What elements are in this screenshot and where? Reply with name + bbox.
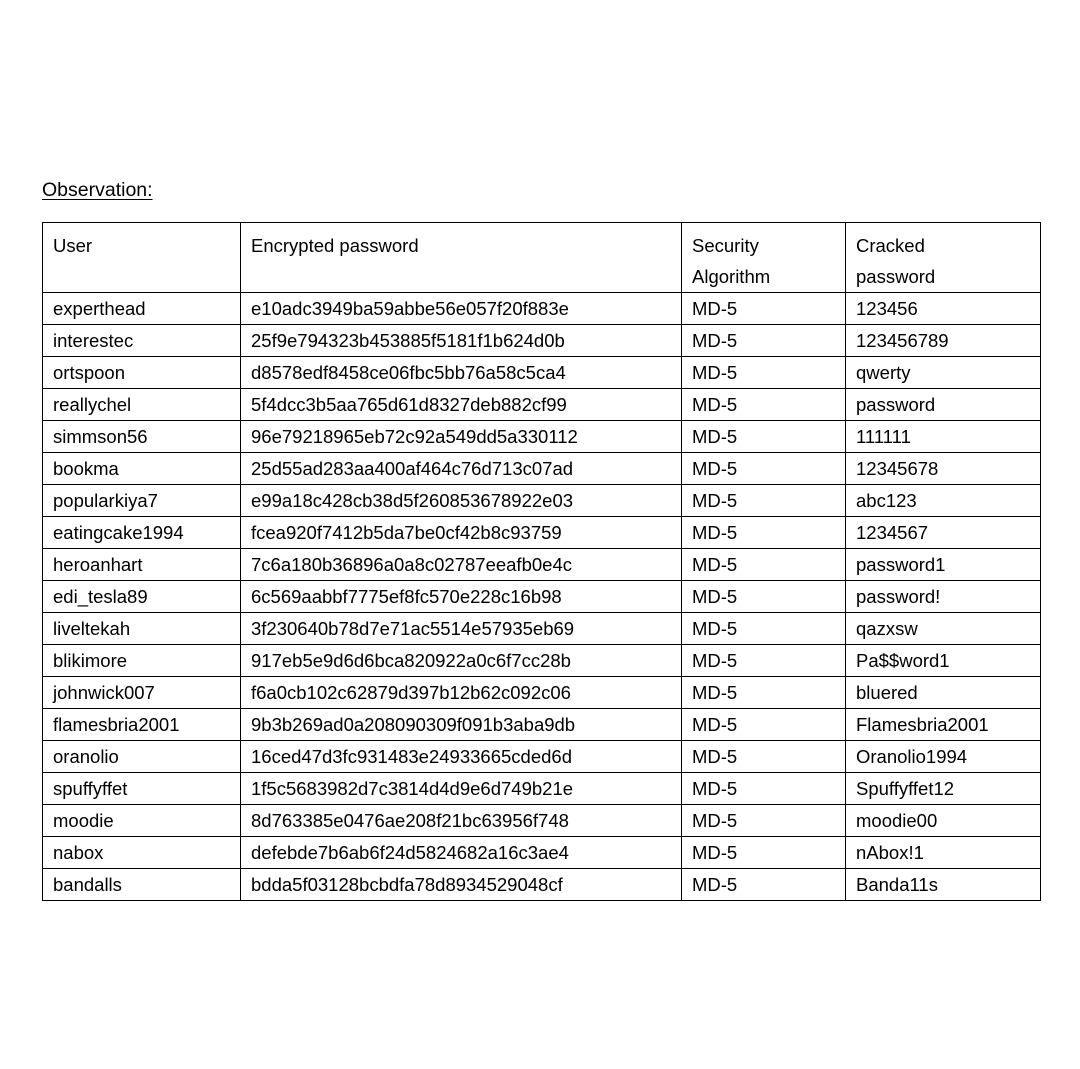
cell-alg: MD-5 <box>682 453 846 485</box>
column-header-line: Security <box>692 235 759 256</box>
table-row <box>43 613 1041 645</box>
cell-cracked: moodie00 <box>846 805 1041 837</box>
cell-alg: MD-5 <box>682 773 846 805</box>
cell-user: nabox <box>43 837 241 869</box>
cell-alg: MD-5 <box>682 485 846 517</box>
cell-cracked: Oranolio1994 <box>846 741 1041 773</box>
cell-hash: 16ced47d3fc931483e24933665cded6d <box>241 741 682 773</box>
column-header-line: Encrypted password <box>251 235 419 256</box>
column-header-hash <box>241 223 682 293</box>
cell-alg: MD-5 <box>682 613 846 645</box>
cell-cracked: bluered <box>846 677 1041 709</box>
cell-cracked: qwerty <box>846 357 1041 389</box>
cell-hash: bdda5f03128bcbdfa78d8934529048cf <box>241 869 682 901</box>
table-row <box>43 869 1041 901</box>
table-row <box>43 293 1041 325</box>
cell-cracked: 111111 <box>846 421 1041 453</box>
cell-cracked: abc123 <box>846 485 1041 517</box>
cell-alg: MD-5 <box>682 709 846 741</box>
cell-user: johnwick007 <box>43 677 241 709</box>
cell-user: blikimore <box>43 645 241 677</box>
cell-user: bookma <box>43 453 241 485</box>
cell-user: liveltekah <box>43 613 241 645</box>
table-row <box>43 549 1041 581</box>
table-row <box>43 421 1041 453</box>
table-row <box>43 325 1041 357</box>
table-row <box>43 677 1041 709</box>
table-body <box>43 293 1041 901</box>
cell-alg: MD-5 <box>682 645 846 677</box>
cell-alg: MD-5 <box>682 677 846 709</box>
cell-hash: f6a0cb102c62879d397b12b62c092c06 <box>241 677 682 709</box>
cell-user: eatingcake1994 <box>43 517 241 549</box>
cell-cracked: 123456789 <box>846 325 1041 357</box>
table-row <box>43 741 1041 773</box>
cell-cracked: Pa$$word1 <box>846 645 1041 677</box>
cell-hash: defebde7b6ab6f24d5824682a16c3ae4 <box>241 837 682 869</box>
cell-user: popularkiya7 <box>43 485 241 517</box>
cell-hash: e10adc3949ba59abbe56e057f20f883e <box>241 293 682 325</box>
cell-hash: fcea920f7412b5da7be0cf42b8c93759 <box>241 517 682 549</box>
cell-hash: 7c6a180b36896a0a8c02787eeafb0e4c <box>241 549 682 581</box>
cell-user: ortspoon <box>43 357 241 389</box>
cell-user: heroanhart <box>43 549 241 581</box>
cell-user: simmson56 <box>43 421 241 453</box>
table-row <box>43 645 1041 677</box>
cell-hash: 25f9e794323b453885f5181f1b624d0b <box>241 325 682 357</box>
cell-hash: e99a18c428cb38d5f260853678922e03 <box>241 485 682 517</box>
cell-hash: 6c569aabbf7775ef8fc570e228c16b98 <box>241 581 682 613</box>
cell-user: moodie <box>43 805 241 837</box>
cell-cracked: Flamesbria2001 <box>846 709 1041 741</box>
cell-hash: 9b3b269ad0a208090309f091b3aba9db <box>241 709 682 741</box>
cell-cracked: Spuffyffet12 <box>846 773 1041 805</box>
cell-user: edi_tesla89 <box>43 581 241 613</box>
cell-hash: 3f230640b78d7e71ac5514e57935eb69 <box>241 613 682 645</box>
table-row <box>43 389 1041 421</box>
cracked-passwords-table <box>42 222 1041 901</box>
cell-alg: MD-5 <box>682 389 846 421</box>
column-header-line: Cracked <box>856 235 925 256</box>
cell-cracked: 123456 <box>846 293 1041 325</box>
cell-cracked: Banda11s <box>846 869 1041 901</box>
table-row <box>43 581 1041 613</box>
table-row <box>43 837 1041 869</box>
table-row <box>43 485 1041 517</box>
cell-alg: MD-5 <box>682 741 846 773</box>
cell-hash: d8578edf8458ce06fbc5bb76a58c5ca4 <box>241 357 682 389</box>
cell-alg: MD-5 <box>682 837 846 869</box>
cell-user: bandalls <box>43 869 241 901</box>
cell-alg: MD-5 <box>682 581 846 613</box>
cell-hash: 8d763385e0476ae208f21bc63956f748 <box>241 805 682 837</box>
table-row <box>43 357 1041 389</box>
table-row <box>43 709 1041 741</box>
table-header <box>43 223 1041 293</box>
cell-alg: MD-5 <box>682 325 846 357</box>
column-header-line: Algorithm <box>692 266 771 287</box>
table-row <box>43 517 1041 549</box>
cell-user: interestec <box>43 325 241 357</box>
cell-cracked: nAbox!1 <box>846 837 1041 869</box>
column-header-line: password <box>856 266 936 287</box>
cell-alg: MD-5 <box>682 869 846 901</box>
cell-cracked: 12345678 <box>846 453 1041 485</box>
column-header-user <box>43 223 241 293</box>
cell-hash: 96e79218965eb72c92a549dd5a330112 <box>241 421 682 453</box>
cell-cracked: password1 <box>846 549 1041 581</box>
cell-alg: MD-5 <box>682 357 846 389</box>
cell-cracked: password! <box>846 581 1041 613</box>
cell-user: flamesbria2001 <box>43 709 241 741</box>
cell-alg: MD-5 <box>682 293 846 325</box>
cell-cracked: password <box>846 389 1041 421</box>
table-row <box>43 773 1041 805</box>
cell-alg: MD-5 <box>682 805 846 837</box>
cell-cracked: 1234567 <box>846 517 1041 549</box>
cell-hash: 1f5c5683982d7c3814d4d9e6d749b21e <box>241 773 682 805</box>
cell-alg: MD-5 <box>682 549 846 581</box>
cell-alg: MD-5 <box>682 421 846 453</box>
cell-cracked: qazxsw <box>846 613 1041 645</box>
cell-user: reallychel <box>43 389 241 421</box>
table-row <box>43 453 1041 485</box>
cell-user: experthead <box>43 293 241 325</box>
cell-hash: 5f4dcc3b5aa765d61d8327deb882cf99 <box>241 389 682 421</box>
cell-hash: 25d55ad283aa400af464c76d713c07ad <box>241 453 682 485</box>
column-header-cracked <box>846 223 1041 293</box>
observation-heading: Observation: <box>42 179 153 201</box>
cracked-passwords-table-wrapper <box>42 222 1040 901</box>
cell-hash: 917eb5e9d6d6bca820922a0c6f7cc28b <box>241 645 682 677</box>
cell-user: oranolio <box>43 741 241 773</box>
table-header-row <box>43 223 1041 293</box>
cell-alg: MD-5 <box>682 517 846 549</box>
table-row <box>43 805 1041 837</box>
column-header-alg <box>682 223 846 293</box>
cell-user: spuffyffet <box>43 773 241 805</box>
column-header-line: User <box>53 235 93 256</box>
